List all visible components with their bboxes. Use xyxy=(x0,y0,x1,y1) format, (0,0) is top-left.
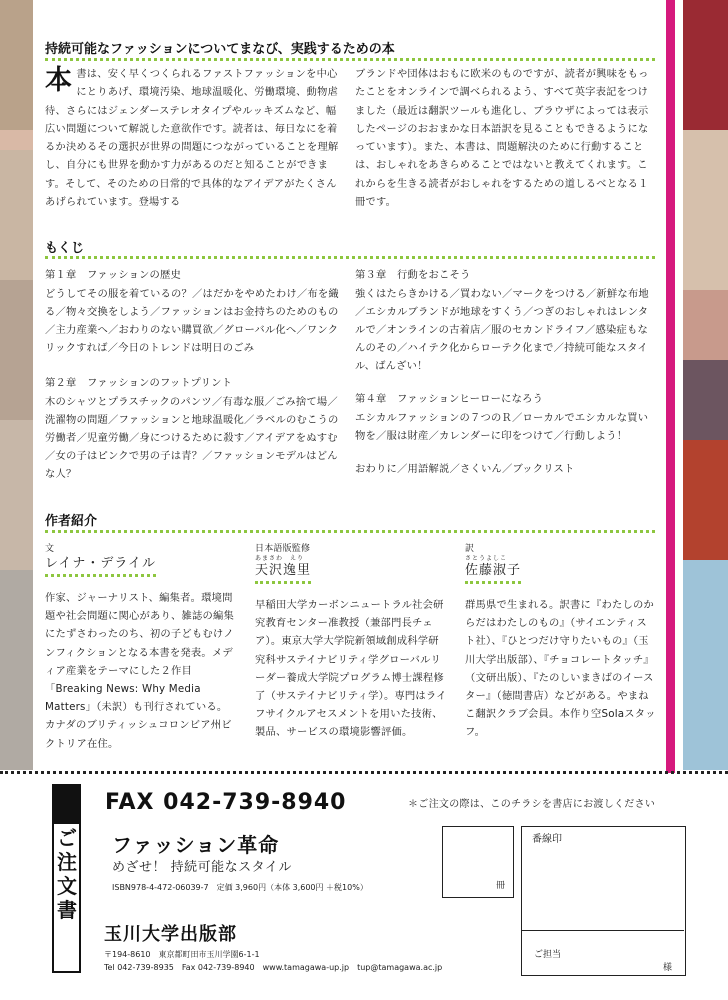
publisher-contact: Tel 042-739-8935 Fax 042-739-8940 www.tamagawa-up.jp tup@tamagawa.ac.jp xyxy=(104,963,443,972)
author-role: 日本語版監修 xyxy=(255,544,311,554)
clerk-suffix: 様 xyxy=(663,963,673,973)
cut-line xyxy=(0,771,728,774)
author-name: 佐藤淑子 xyxy=(465,562,521,584)
main-panel xyxy=(33,0,666,773)
author-translator xyxy=(465,543,657,742)
shop-box-divider xyxy=(521,930,684,931)
toc-heading: 第２章 ファッションのフットプリント xyxy=(45,377,233,389)
book-subtitle: めざせ！ 持続可能なスタイル xyxy=(112,860,292,875)
fabric-edge-right xyxy=(683,0,728,770)
toc-heading: 第１章 ファッションの歴史 xyxy=(45,269,182,281)
order-form-label: ご注文書 xyxy=(57,826,77,922)
authors-title: 作者紹介 xyxy=(45,514,98,529)
toc-body: 強くはたらきかける／買わない／マークをつける／新鮮な布地／エシカルブランドが地球をすくう／つぎのおしゃれはレンタルで／オンラインの古着店／服のセカンドライフ／感染症もなんのその／ハイテク化からローテク化まで／持続可能なスタイル、ばんざい！ xyxy=(355,288,649,372)
toc-chapter-3 xyxy=(355,266,655,375)
toc-title: もくじ xyxy=(45,241,85,256)
toc-chapter-1 xyxy=(45,266,345,357)
author-name: レイナ・デライル xyxy=(45,555,156,577)
intro-title: 持続可能なファッションについてまなび、実践するための本 xyxy=(45,42,395,57)
author-bio: 早稲田大学カーボンニュートラル社会研究教育センター准教授（兼部門長チェア）。東京大学大学院新領域創成科学研究科サステイナビリティ学グローバルリーダー養成大学院プログラム博士課程修了（サステイナビリティ学）。専門はライフサイクルアセスメントを用いた技術、製品、サービスの環境影響評価。 xyxy=(255,599,447,739)
author-role: 訳 xyxy=(465,544,475,554)
pink-accent-bar xyxy=(666,0,675,773)
author-writer xyxy=(45,543,235,753)
fax-number: FAX 042-739-8940 xyxy=(105,790,347,815)
author-bio: 作家、ジャーナリスト、編集者。環境問題や社会問題に関心があり、雑誌の編集にたずさわったのち、初の子どもむけノンフィクションとなる本書を発表。メディア産業をテーマにした２作目「Breaking News: Why Media Matters」（未訳）も刊行されている。カナダのブリティッシュコロンビア州ビクトリア在住。 xyxy=(45,592,234,750)
author-ruby: さとうよしこ xyxy=(465,555,508,562)
shop-stamp-label: 番線印 xyxy=(532,834,562,845)
toc-heading: 第４章 ファッションヒーローになろう xyxy=(355,393,544,405)
toc-body: どうしてその服を着ているの？／はだかをやめたわけ／布を織る／物々交換をしよう／ファッションはお金持ちのためのもの／主力産業へ／おわりのない購買欲／グローバル化へ／ワンクリックすれば／今日のトレンドは明日のごみ xyxy=(45,288,339,354)
intro-left-text: 書は、安く早くつくられるファストファッションを中心にとりあげ、環境汚染、地球温暖化、労働環境、動物虐待、さらにはジェンダーステレオタイプやルッキズムなど、幅広い問題について解説した意欲作です。読者は、毎日なにを着るか決めるその選択が世界の問題につながっていることを理解し、自分にも世界を動かす力があるのだと知ることができます。そして、そのための日常的で具体的なアイデアがたくさんあげられています。登場する xyxy=(45,69,339,209)
publisher-address: 〒194-8610 東京都町田市玉川学園6-1-1 xyxy=(104,950,260,959)
divider-dots xyxy=(45,58,655,61)
toc-appendix: おわりに／用語解説／さくいん／ブックリスト xyxy=(355,463,575,475)
clerk-label: ご担当 xyxy=(534,950,562,960)
order-notice: ＊ご注文の際は、このチラシを書店にお渡しください xyxy=(408,799,656,810)
book-title: ファッション革命 xyxy=(112,833,280,857)
author-ruby: あまさわ えり xyxy=(255,555,305,562)
author-role: 文 xyxy=(45,544,55,554)
divider-dots xyxy=(45,256,655,259)
intro-right-text: ブランドや団体はおもに欧米のものですが、読者が興味をもったことをオンラインで調べられるよう、すべて英字表記をつけました（最近は翻訳ツールも進化し、ブラウザによっては表示したページのおおまかな日本語訳を見ることもできるようになっています）。また、本書は、問題解決のために行動することは、おしゃれをあきらめることではないと教えてくれます。これからを生きる読者がおしゃれをするための道しるべとなる１冊です。 xyxy=(355,69,649,209)
divider-dots xyxy=(45,530,655,533)
toc-body: エシカルファッションの７つのＲ／ローカルでエシカルな買い物を／服は財産／カレンダーに印をつけて／行動しよう！ xyxy=(355,412,649,442)
author-name: 天沢逸里 xyxy=(255,562,311,584)
toc-chapter-2 xyxy=(45,374,345,483)
quantity-unit: 冊 xyxy=(496,881,506,891)
intro-left-column xyxy=(45,66,340,212)
author-bio: 群馬県で生まれる。訳書に『わたしのからだはわたしのもの』（サイエンティスト社）、『ひとつだけ守りたいもの』（玉川大学出版部）、『チョコレートタッチ』（文研出版）、『たのしいまきばのイースター』（徳間書店）などがある。やまねこ翻訳クラブ会員。本作り空Solaスタッフ。 xyxy=(465,599,656,739)
drop-cap: 本 xyxy=(45,65,73,96)
toc-body: 木のシャツとプラスチックのパンツ／有毒な服／ごみ捨て場／洗濯物の問題／ファッションと地球温暖化／ラベルのむこうの労働者／児童労働／身につけるために殺す／アイデアをぬすむ／女の子はピンクで男の子は青？／ファッションモデルはどんな人？ xyxy=(45,396,339,480)
publisher-name: 玉川大学出版部 xyxy=(104,924,237,945)
toc-chapter-4 xyxy=(355,390,655,445)
order-tab-black-block xyxy=(52,784,81,824)
toc-heading: 第３章 行動をおこそう xyxy=(355,269,471,281)
fabric-edge-left xyxy=(0,0,33,770)
author-supervisor xyxy=(255,543,447,742)
isbn-price: ISBN978-4-472-06039-7 定価 3,960円（本体 3,600円 ＋税10%） xyxy=(112,883,368,892)
